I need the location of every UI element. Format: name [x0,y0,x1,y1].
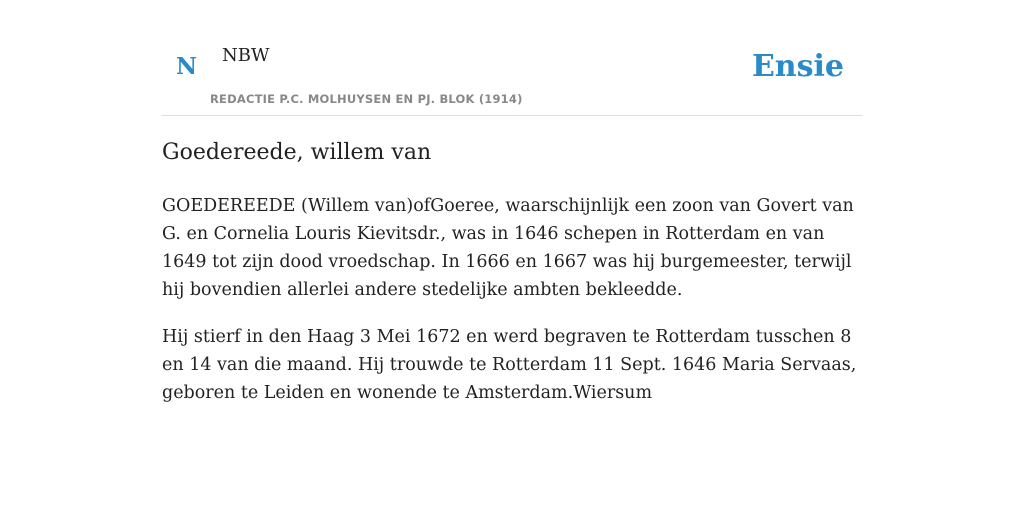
article-paragraph: GOEDEREEDE (Willem van)ofGoeree, waarschijnlijk een zoon van Govert van G. en Cornelia Louris Kievitsdr., was in 1646 schepen in Rotterdam en van 1649 tot zijn dood vroedschap. In 1666 en 1667 was hij burgemeester, terwijl hij bovendien allerlei andere stedelijke ambten bekleedde. [162,196,854,300]
article-paragraph: Hij stierf in den Haag 3 Mei 1672 en werd begraven te Rotterdam tusschen 8 en 14 van die maand. Hij trouwde te Rotterdam 11 Sept. 1646 Maria Servaas, geboren te Leiden en wonende te Amsterdam.Wiersum [162,327,857,403]
editors-subtitle: REDACTIE P.C. MOLHUYSEN EN PJ. BLOK (1914) [210,92,523,106]
nbw-logo-link[interactable]: N [176,53,198,80]
article-body [162,192,862,426]
ensie-logo-link[interactable]: Ensie [751,49,844,84]
header [162,36,862,116]
article-title: Goedereede, willem van [162,140,432,165]
site-name: NBW [222,45,270,66]
